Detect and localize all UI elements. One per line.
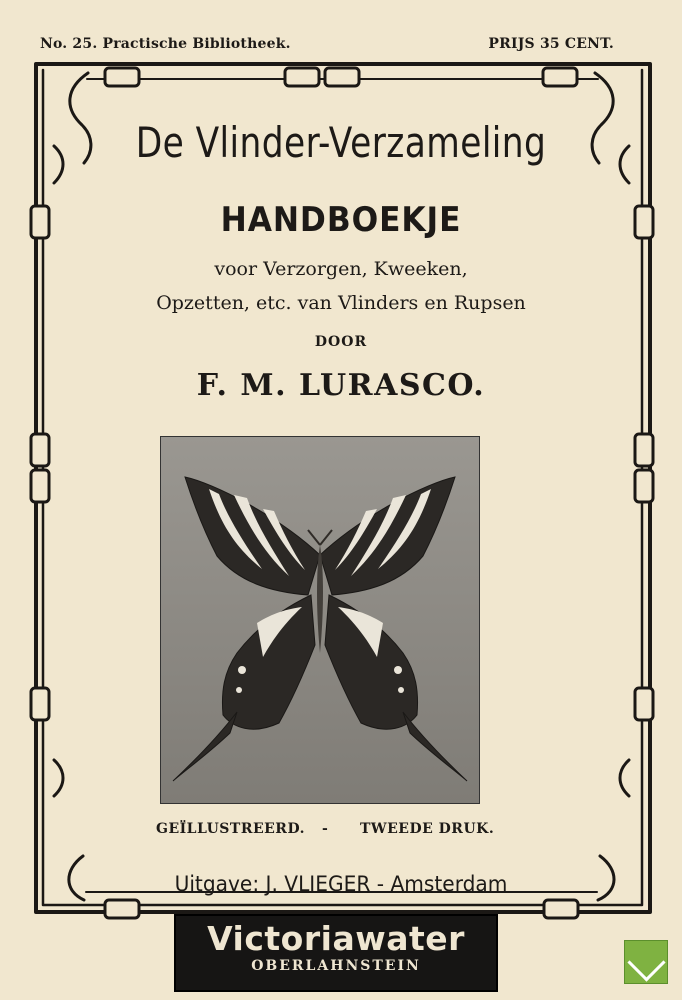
by-label: DOOR — [314, 334, 368, 350]
victoriawater-advert — [174, 914, 498, 992]
description-line-1: voor Verzorgen, Kweeken, — [214, 258, 468, 280]
advert-subtitle: OBERLAHNSTEIN — [251, 958, 421, 974]
butterfly-icon — [161, 437, 479, 803]
illustrated-label: GEÏLLUSTREERD. — [156, 821, 305, 837]
corner-badge-icon — [624, 940, 668, 984]
book-subtitle: HANDBOEKJE — [220, 200, 462, 240]
book-title: De Vlinder-Verzameling — [135, 118, 547, 167]
price-label: PRIJS 35 CENT. — [488, 36, 614, 52]
publisher-line: Uitgave: J. VLIEGER - Amsterdam — [174, 872, 508, 896]
author-name: F. M. LURASCO. — [196, 368, 486, 403]
advert-title: Victoriawater — [207, 919, 465, 958]
edition-label: TWEEDE DRUK. — [360, 821, 495, 837]
badge-mark-icon — [627, 943, 665, 981]
description-line-2: Opzetten, etc. van Vlinders en Rupsen — [156, 292, 526, 314]
series-label: No. 25. Practische Bibliotheek. — [40, 36, 291, 52]
caption-separator: - — [322, 821, 329, 837]
butterfly-photo — [160, 436, 480, 804]
